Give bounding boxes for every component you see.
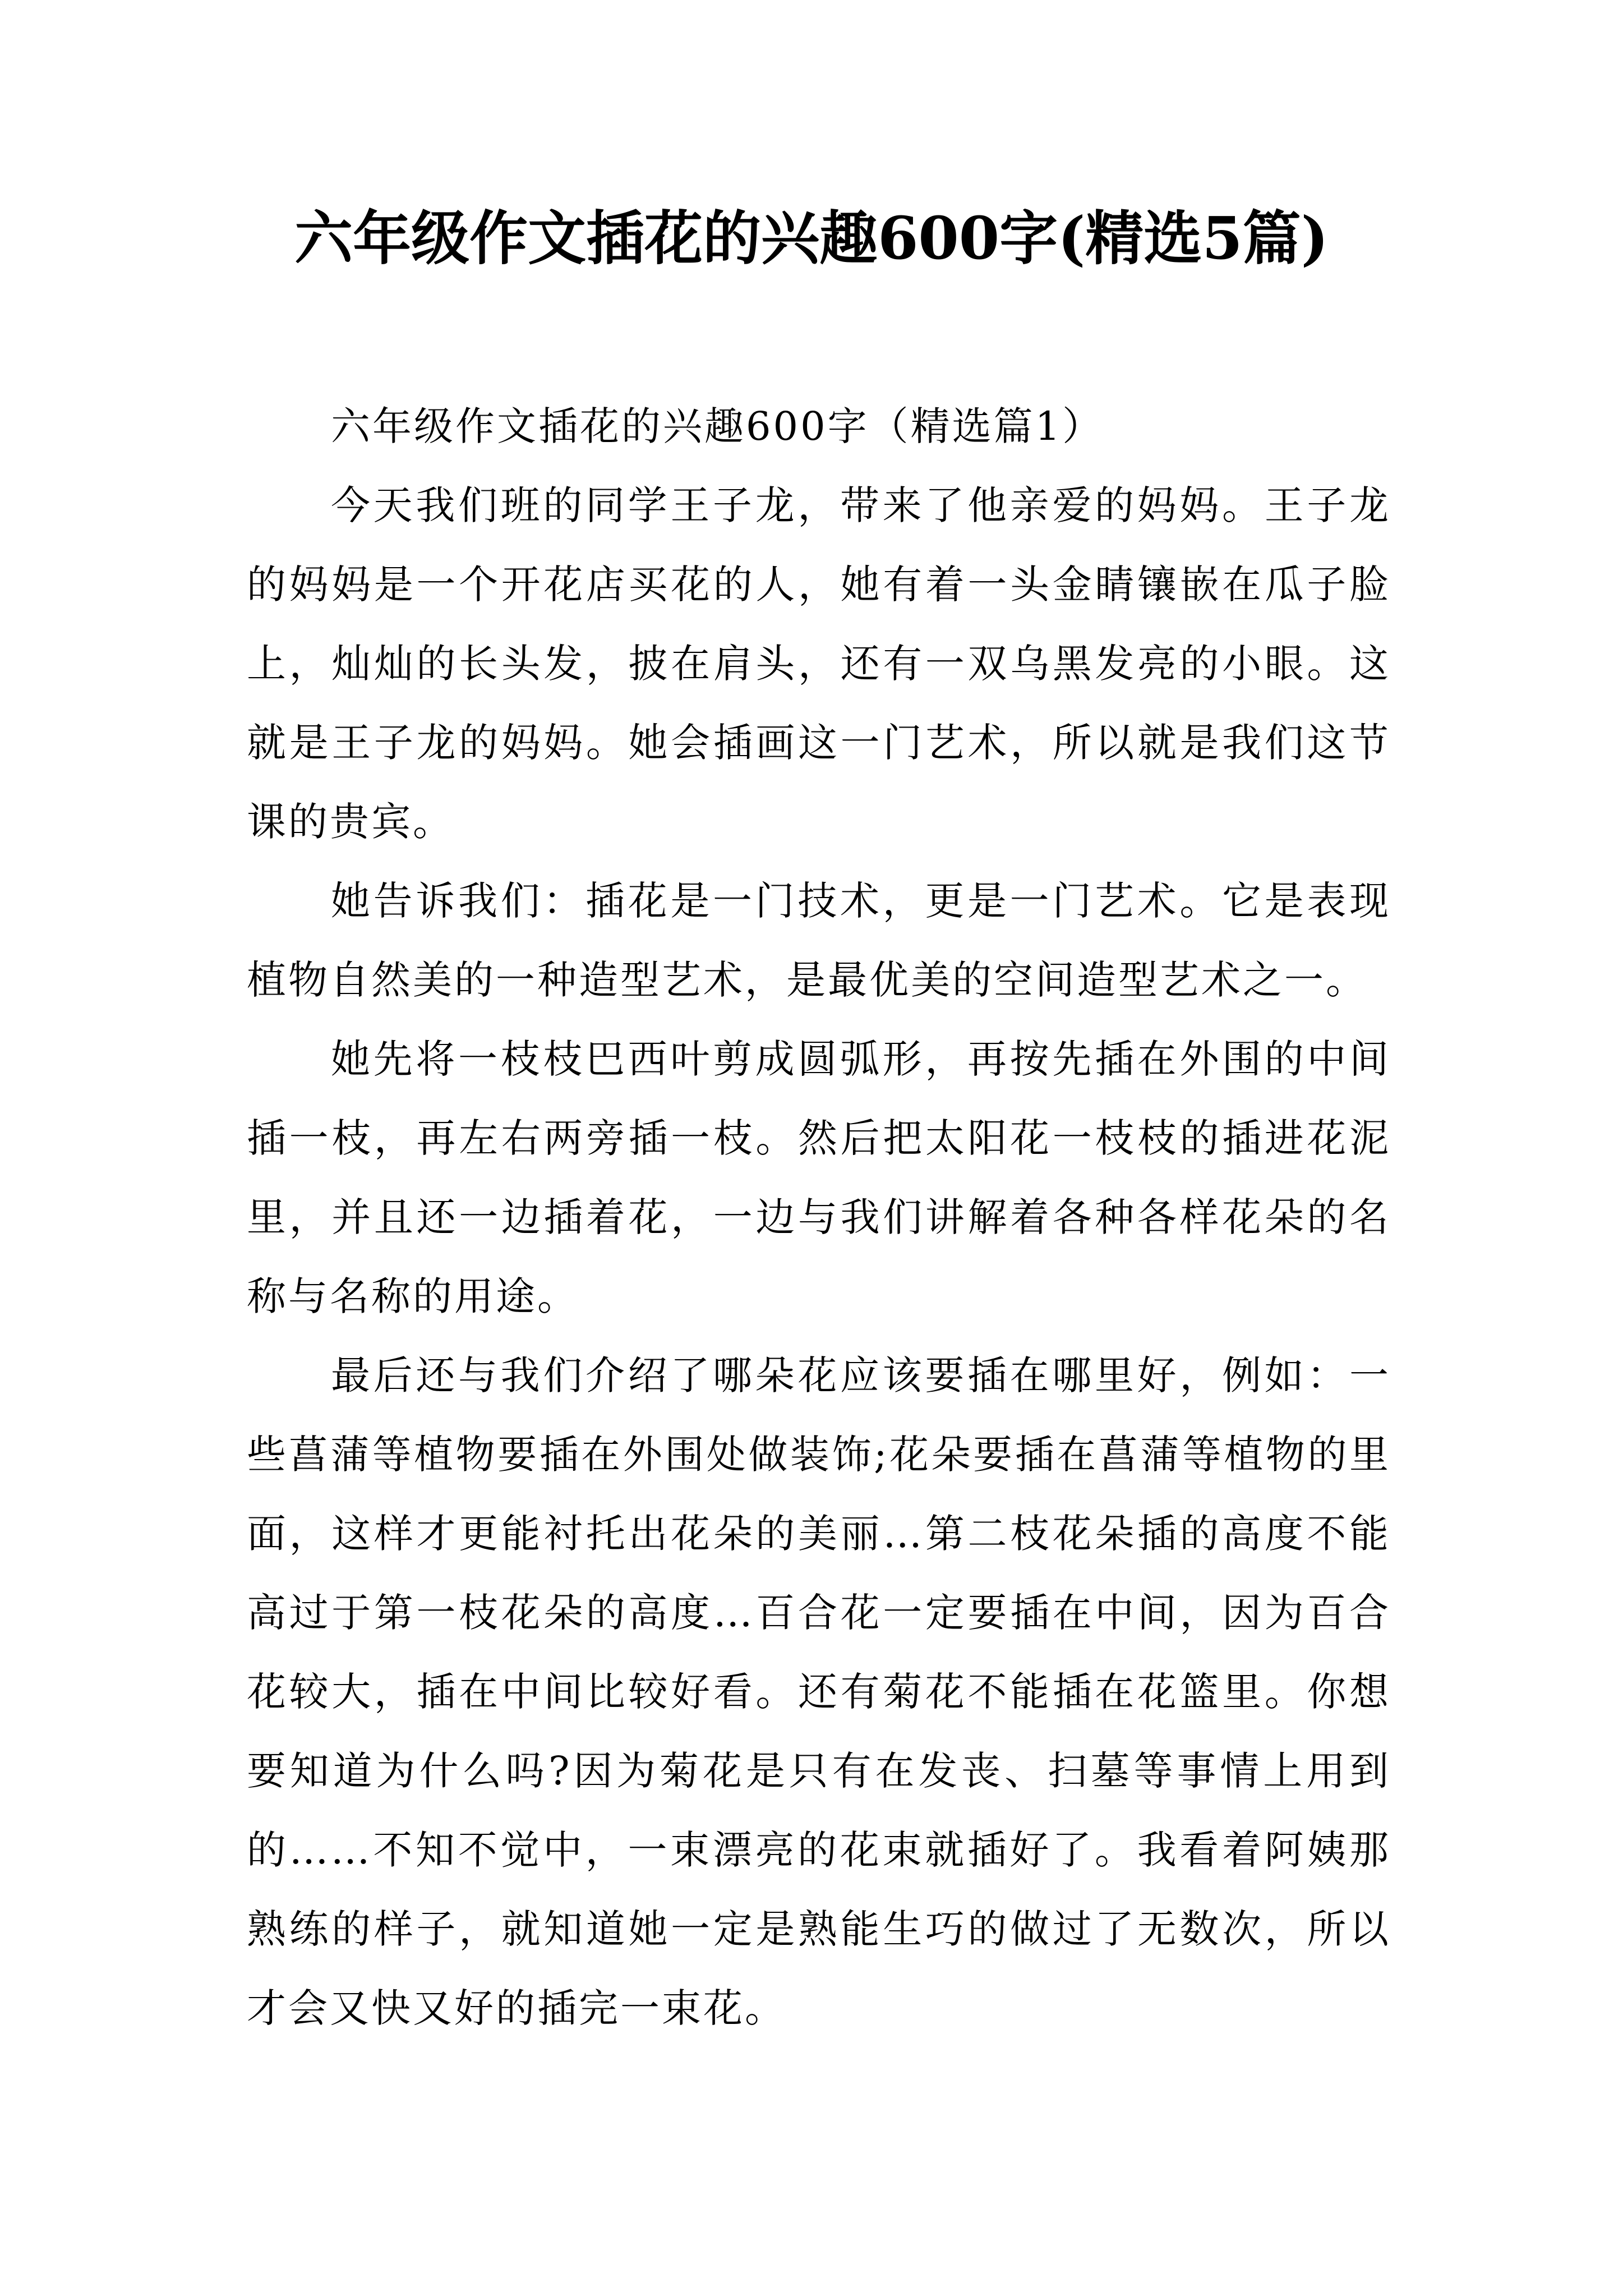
paragraph: 她先将一枝枝巴西叶剪成圆弧形，再按先插在外围的中间插一枝，再左右两旁插一枝。然后把太阳花一枝枝的插进花泥里，并且还一边插着花，一边与我们讲解着各种各样花朵的名称与名称的用途。 bbox=[247, 1036, 1391, 1319]
document-body bbox=[247, 387, 1391, 2048]
section-heading: 六年级作文插花的兴趣600字（精选篇1） bbox=[331, 403, 1104, 449]
document-title: 六年级作文插花的兴趣600字(精选5篇) bbox=[294, 204, 1329, 273]
paragraph: 今天我们班的同学王子龙，带来了他亲爱的妈妈。王子龙的妈妈是一个开花店买花的人，她有着一头金睛镶嵌在瓜子脸上，灿灿的长头发，披在肩头，还有一双乌黑发亮的小眼。这就是王子龙的妈妈。她会插画这一门艺术，所以就是我们这节课的贵宾。 bbox=[247, 482, 1391, 845]
paragraph: 她告诉我们：插花是一门技术，更是一门艺术。它是表现植物自然美的一种造型艺术，是最优美的空间造型艺术之一。 bbox=[247, 878, 1391, 1003]
paragraph: 最后还与我们介绍了哪朵花应该要插在哪里好，例如：一些菖蒲等植物要插在外围处做装饰;花朵要插在菖蒲等植物的里面，这样才更能衬托出花朵的美丽…第二枝花朵插的高度不能高过于第一枝花朵的高度…百合花一定要插在中间，因为百合花较大，插在中间比较好看。还有菊花不能插在花篮里。你想要知道为什么吗?因为菊花是只有在发丧、扫墓等事情上用到的……不知不觉中，一束漂亮的花束就插好了。我看着阿姨那熟练的样子，就知道她一定是熟能生巧的做过了无数次，所以才会又快又好的插完一束花。 bbox=[247, 1352, 1391, 2031]
